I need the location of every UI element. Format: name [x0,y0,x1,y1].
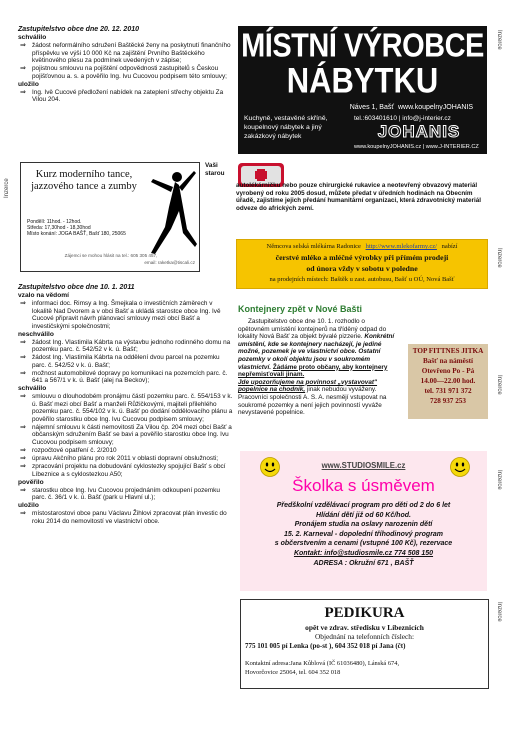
skolka-line: s občerstvením a cenami (vstupné 100 Kč), rezervace [274,540,453,548]
list-item: ⇒ úpravu Akčního plánu pro rok 2011 v oblasti dopravní obslužnosti; [18,455,234,463]
dairy-ad-offers: nabízí [441,243,458,250]
skolka-line: Předškolní vzdělávací program pro děti od 2 do 6 let [276,502,451,509]
fitness-ad-phone2: 728 937 253 [430,397,466,405]
skolka-title: Školka s úsměvem [292,476,435,495]
ulozilo-list [18,510,234,525]
dancer-silhouette-icon [139,167,199,257]
containers-bin-notice: Jde upozorňujeme na povinnost „vystavovat" popelnice na chodník, [238,378,378,394]
skolka-ad [240,451,487,591]
inzerce-side-label: Inzerce [496,248,502,268]
skolka-contact: Kontakt: info@studiosmile.cz 774 508 150 [293,549,434,557]
pedikura-line1: opět ve zdrav. středisku v Líbeznicích [305,623,424,632]
section-heading: Zastupitelstvo obce dne 10. 1. 2011 [18,284,135,291]
dairy-ad-line4: na prodejních místech: Baštěk u zast. autobusu, Bašť u OÚ, Nová Bašť [269,276,455,283]
pedikura-ad [240,599,489,689]
containers-text: Zastupitelstvo obce dne 10. 1. rozhodlo o opětovném umístění kontejnerů na tříděný odpad do lokality Nová Bašť za objekt bývalé pizzerie. [238,318,387,341]
containers-article [238,304,396,417]
skolka-line: Pronájem studia na oslavy narozenin dětí [294,521,433,529]
fitness-ad-hours-label: Otevřeno Po - Pá [421,367,475,375]
pedikura-line2: Objednání na telefonních číslech: [314,632,415,641]
inzerce-side-label: Inzerce [496,375,502,395]
ulozilo-list [18,89,234,104]
section-10-1-2011 [18,284,234,526]
pedikura-title: PEDIKURA [324,605,405,621]
poverilo-list [18,487,234,502]
skolka-web[interactable]: www.STUDIOSMILE.cz [321,461,406,470]
vasi-starou-label: Vaši starou [205,162,225,177]
dairy-ad-line1 [237,243,487,251]
inzerce-side-label: Inzerce [496,602,502,622]
poverilo-label: pověřilo [18,478,44,486]
pedikura-line3: 775 101 005 pí Lenka (po-st ), 604 352 018 pí Jana (čt) [245,642,406,650]
skolka-line: 15. 2. Karneval - dopolední tříhodinový program [283,530,444,538]
list-item: ⇒ pojistnou smlouvu na pojištění odpovědnosti zastupitelů s Českou pojišťovnou a. s. a pověřilo Ing. Ivu Cucovou podpisem této smlouvy; [18,65,234,80]
containers-paragraph-2 [238,379,396,417]
fitness-ad [408,344,488,419]
furniture-ad-desc1: Kuchyně, vestavěné skříně, [244,115,328,122]
furniture-ad [238,26,487,154]
list-item: ⇒ žádost Ing. Vlastimila Kábrta na oddělení dvou parcel na pozemku parc. č. 542/52 v k. ú. Bašť; [18,354,234,369]
furniture-ad-desc2: koupelnový nábytek a jiný [244,124,322,131]
list-item: ⇒ možnost automobilové dopravy po komunikaci na pozemcích parc. č. 641 a 567/1 v k. ú. Bašť (alej na Beckov); [18,370,234,385]
fitness-ad-place: Bašť na náměstí [422,357,474,365]
dance-course-ad [20,162,200,272]
fitness-ad-phone1: tel. 731 971 372 [424,387,472,395]
fitness-ad-hours: 14.00—22.00 hod. [420,377,476,385]
inzerce-side-label: Inzerce [4,178,10,198]
section-heading: Zastupitelstvo obce dne 20. 12. 2010 [18,26,139,33]
fitness-ad-title: TOP FITTNES JITKA [412,347,484,355]
skolka-address: ADRESA : Okružní 671 , BAŠŤ [313,559,414,567]
schvalilo-list [18,42,234,80]
list-item: ⇒ místostarostovi obce panu Václavu Žihlovi zpracovat plán investic do roku 2014 do nemovitostí ve vlastnictví obce. [18,510,234,525]
containers-paragraph [238,318,396,379]
skolka-line: Hlídání dětí již od 60 Kč/hod. [316,511,411,519]
containers-text-emph: Konkrétní umístění, kde se kontejnery nacházejí, je jediné možné, pozemek je ve vlastnictví obce. Ostatní pozemky v okolí objektu jsou v soukromém vlastnictví. [238,333,395,371]
furniture-ad-desc3: zakázkový nábytek [244,133,302,140]
ulozilo-label: uložilo [18,502,39,510]
inzerce-side-label: Inzerce [496,30,502,50]
dance-ad-line3: Místo konání: JOGA BAŠŤ, Bašť 180, 25065 [27,231,126,237]
ulozilo-label: uložilo [18,80,39,88]
vzalo-label: vzalo na vědomí [18,292,69,299]
dance-ad-title: Kurz moderního tance, jazzového tance a zumby [31,169,137,192]
list-item: ⇒ žádost Ing. Vlastimila Kábrta na výstavbu jednoho rodinného domu na pozemku parc. č. 542/52 v k. ú. Bašť; [18,339,234,354]
containers-text-request: Žádáme proto občany, aby kontejnery nepřemisťovali jinam. [238,363,388,379]
dance-ad-line2: Středa: 17,30hod - 18,30hod [27,225,91,231]
list-item: ⇒ informaci doc. Rimsy a Ing. Šmejkala o investičních záměrech v lokalitě Nad Dvorem a v obci Bašť a ukládá starostce obce Ing. Ivě Cucové připravit návrh plánovací smlouvy mezi obcí Bašť a investičskými společnostmi; [18,300,234,330]
list-item: ⇒ nájemní smlouvu k části nemovitosti Za Vilou čp. 204 mezi obcí Bašť a občanským sdružením Bašť se bavi a pověřilo starostku obce Ing. Ivu Cucovou podpisem smlouvy; [18,424,234,447]
furniture-ad-phone: tel.:603401610 | info@j-interier.cz [354,115,451,122]
schvalilo-label: schválilo [18,34,47,41]
dairy-ad [236,239,488,289]
containers-title: Kontejnery zpět v Nové Bašti [238,304,363,314]
dance-ad-line1: Pondělí: 11hod. - 12hod. [27,219,82,225]
dairy-ad-line3: od února vždy v sobotu v poledne [306,264,418,273]
furniture-ad-title1: MÍSTNÍ VÝROBCE [241,27,484,65]
inzerce-side-label: Inzerce [496,470,502,490]
dance-ad-email: email: raketka@tiscali.cz [144,260,195,265]
schvalilo-label: schválilo [18,385,47,393]
schvalilo-list [18,393,234,478]
section-20-12-2010 [18,26,234,104]
dairy-ad-line2: čerstvé mléko a mléčné výrobky při přímém prodeji [275,253,449,262]
vzalo-list [18,300,234,330]
furniture-ad-web: www.koupelnyJOHANIS.cz | www.J-INTERIER.CZ [354,144,479,150]
dairy-ad-link[interactable]: http://www.mlekofarmy.cz/ [365,243,437,250]
list-item: ⇒ smlouvu o dlouhodobém pronájmu částí pozemku parc. č. 554/153 v k. ú. Bašť mezi obcí Bašť a manželi Růžičkovými, majiteli přilehlého pozemku parc. č. 554/102 v k. ú. Bašť po dodání oddělovacího plánu a pověřilo starostku obce Ing. Ivu Cucovou podpisem smlouvy; [18,393,234,423]
furniture-ad-title2: NÁBYTKU [286,60,439,101]
first-aid-notice: autolékárničku nebo pouze chirurgické rukavice a neotevřený obvazový materiál vyrobený od roku 2005 dosud, můžete předat v úředních hodinách na Obecním úřadě, zajistíme jejich předání humanitární organizaci, která zdravotnický materiál odveze do afrických zemí. [236,182,481,212]
furniture-ad-web-small: www.koupelnyJOHANIS [398,104,474,111]
pedikura-line4: Kontaktní adresa:Jana Kůblová (IČ 61036480), Lánská 674, [245,660,400,667]
list-item: ⇒ rozpočtové opatření č. 2/2010 [18,447,234,455]
neschvalilo-list [18,339,234,385]
furniture-ad-brand-logo: JOHANIS [377,122,461,141]
list-item: ⇒ Ing. Ivě Cucové předložení nabídek na zateplení střechy objektu Za Vilou 204. [18,89,234,104]
pedikura-line5: Hovorčovice 25064, tel. 604 352 018 [245,669,341,676]
neschvalilo-label: neschválilo [18,330,54,338]
list-item: ⇒ starostku obce Ing. Ivu Cucovou projednáním odkoupení pozemku parc. č. 36/1 v k. ú. Bašť (park u Hlavní ul.); [18,487,234,502]
dairy-ad-company: Němcova selská mlékárna Radonice [266,243,361,250]
list-item: ⇒ zpracování projektu na dobudování cyklostezky spojující Bašť s obcí Líbeznice a s cyklostezkou A50; [18,463,234,478]
list-item: ⇒ žádost neformálního sdružení Baštěcké ženy na poskytnutí finančního příspěvku ve výši 10 000 Kč na zajištění Prvního Baštěckého květinového plesu za podmínek uvedených v zápise; [18,42,234,65]
containers-text-2: jinak nebudou vyváženy. Pracovníci společnosti A. S. A. nesmějí vstupovat na soukromé pozemky a není jejich povinností vyváže nevystavené popelnice. [238,386,387,417]
dance-ad-footer: Zájemci se mohou hlásit na tel.: 605 305 457, [64,253,158,258]
skolka-details [240,501,487,568]
furniture-ad-address: Náves 1, Bašť [349,104,394,111]
